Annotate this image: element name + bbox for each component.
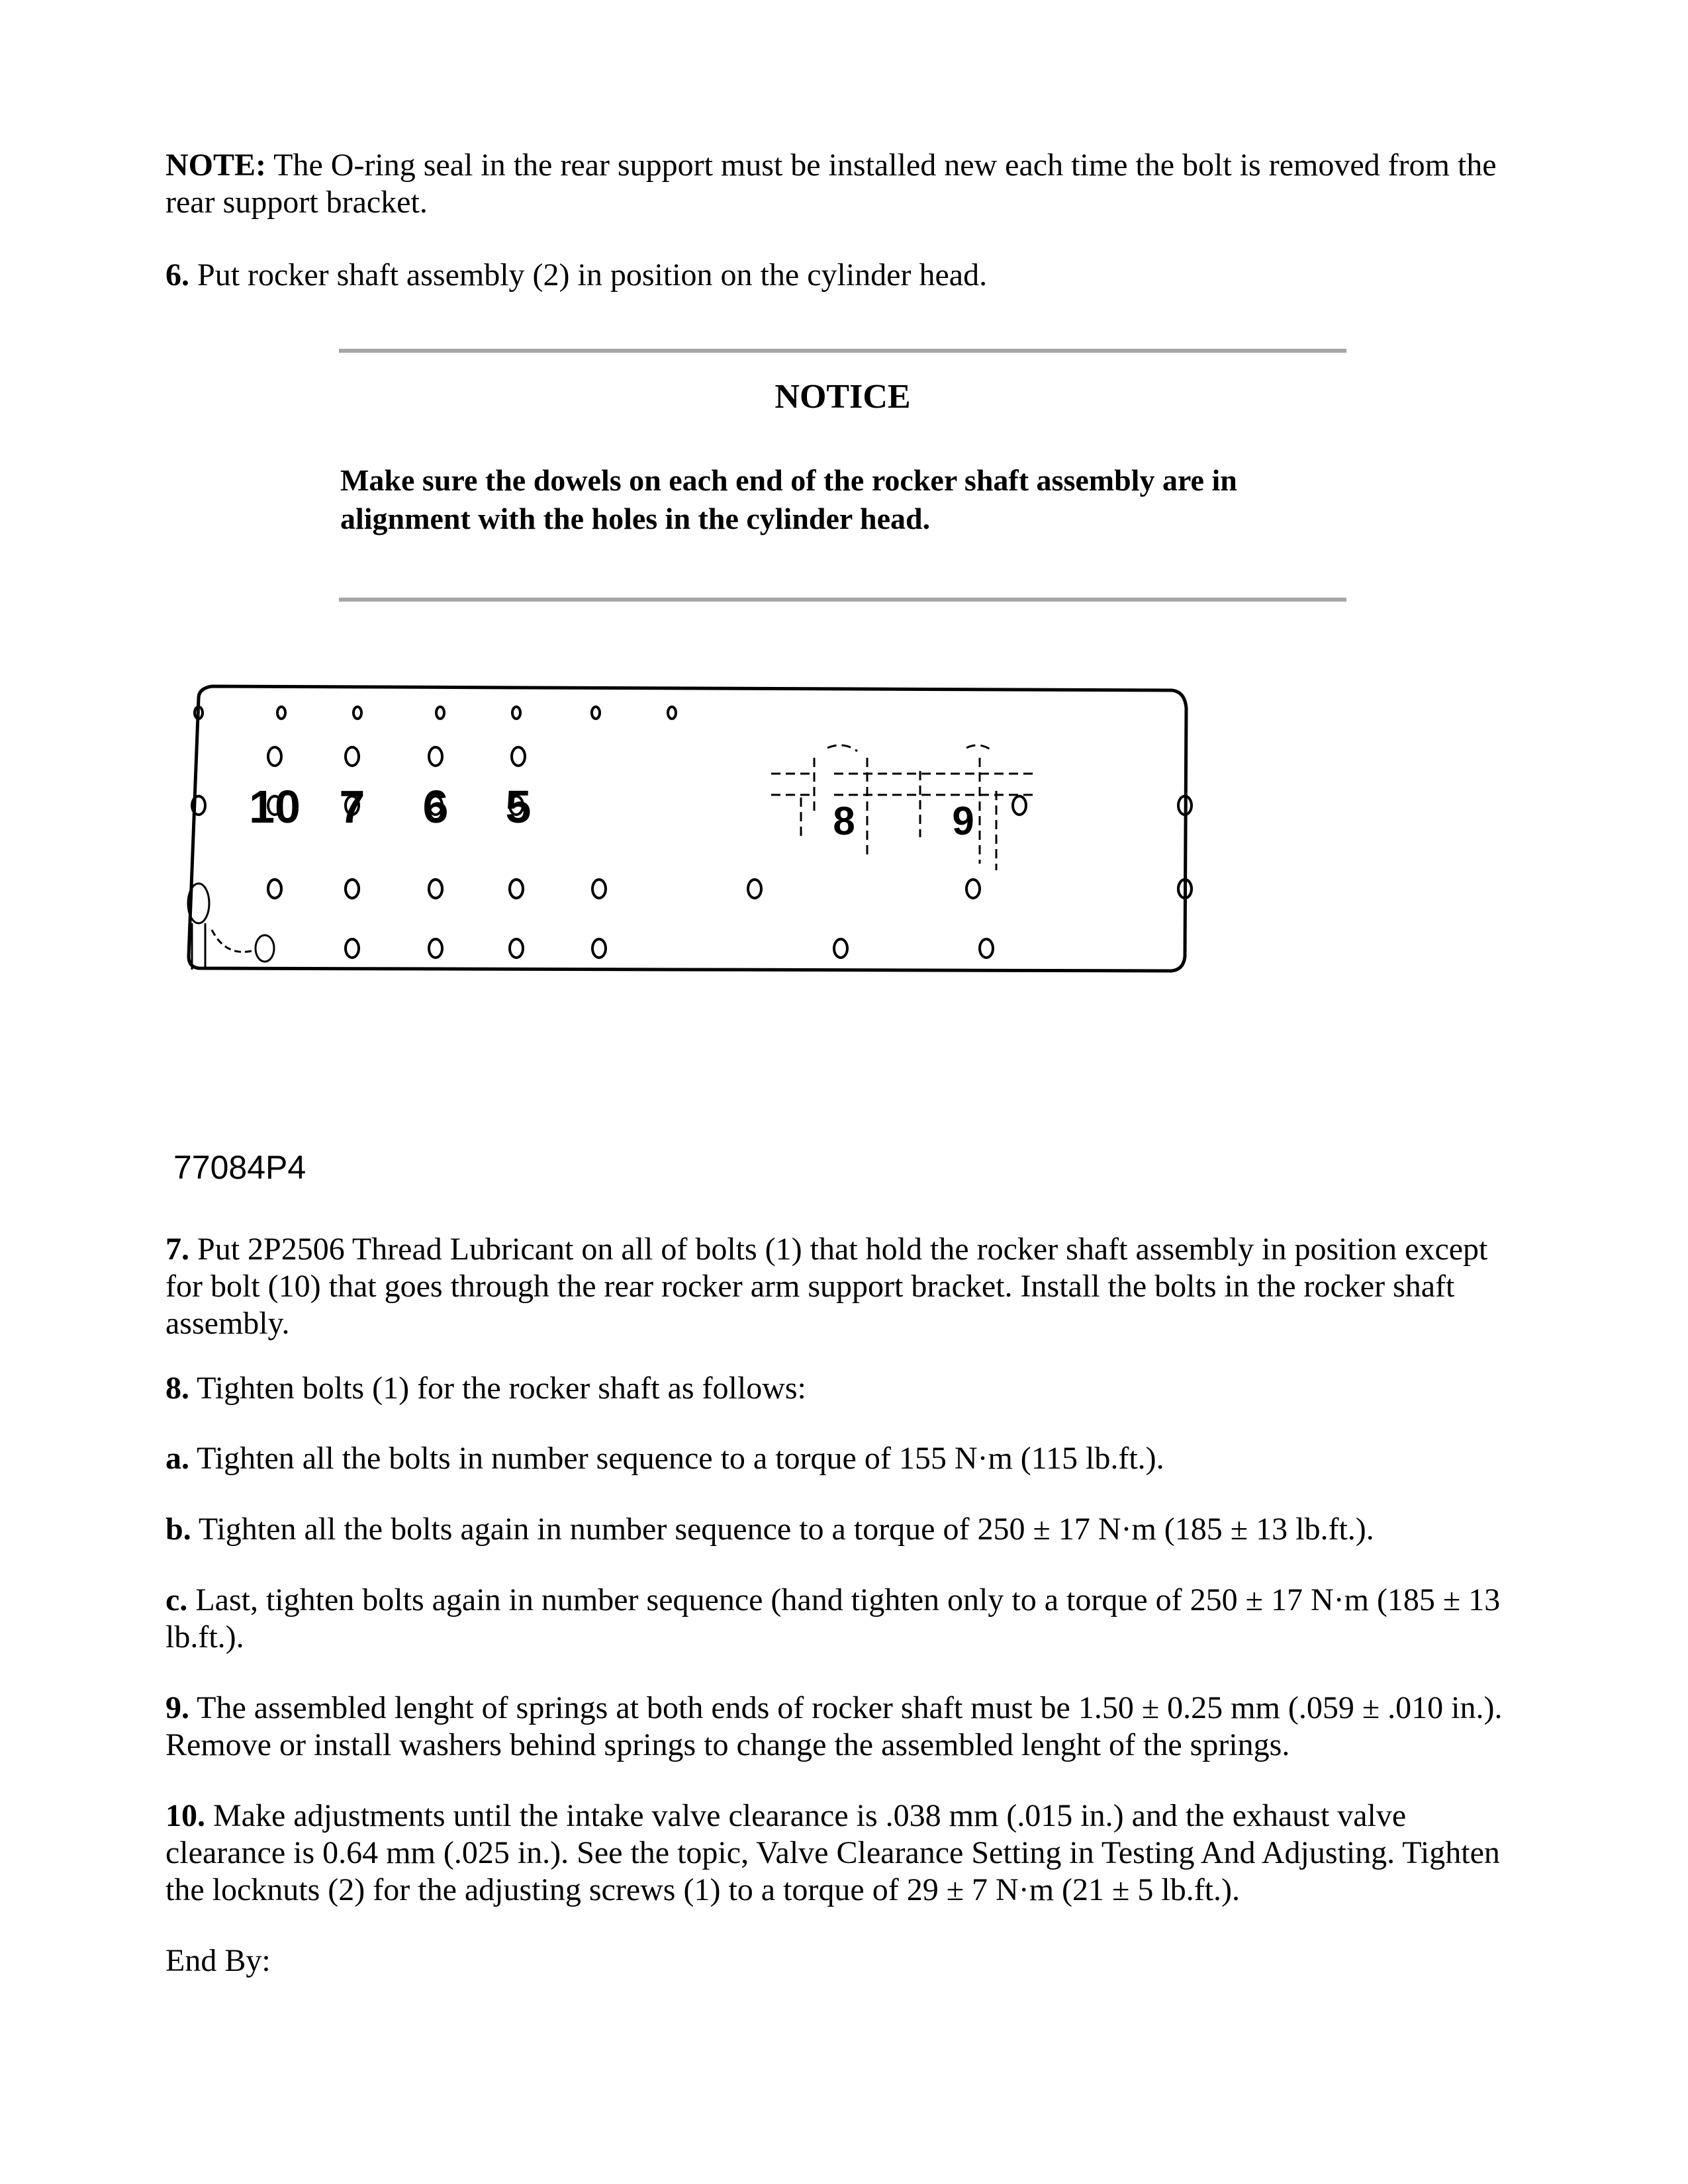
bolt-hole	[512, 747, 525, 766]
substep-a	[165, 1440, 1523, 1477]
substep-b	[165, 1511, 1523, 1548]
bolt-hole	[268, 747, 281, 766]
substep-text: Tighten all the bolts in number sequence to a torque of 155 N·m (115 lb.ft.).	[189, 1441, 1164, 1476]
notice-bottom-rule	[339, 598, 1346, 602]
bolt-hole	[512, 707, 520, 719]
note-paragraph	[165, 147, 1523, 221]
bolt-hole	[436, 707, 444, 719]
bolt-number-6: 6	[422, 781, 449, 833]
bolt-hole	[268, 880, 281, 898]
bolt-hole	[346, 939, 359, 958]
bolt-hole	[592, 939, 606, 958]
note-label: NOTE:	[165, 148, 267, 183]
substep-text: Tighten all the bolts again in number sequence to a torque of 250 ± 17 N·m (185 ± 13 lb.ft.).	[191, 1512, 1374, 1547]
step-number: 8.	[165, 1371, 189, 1406]
step-text: Put 2P2506 Thread Lubricant on all of bolts (1) that hold the rocker shaft assembly in position except for bolt (10) that goes through the rear rocker arm support bracket. Install the bolts in the rocker shaft assembly.	[165, 1232, 1488, 1341]
bolt-hole	[966, 880, 980, 898]
bolt-hole	[834, 939, 847, 958]
step-number: 10.	[165, 1798, 205, 1833]
substep-letter: c.	[165, 1582, 188, 1617]
rocker-support-outline	[771, 745, 1033, 870]
bolt-number-7: 7	[339, 781, 365, 833]
bolt-number-10: 10	[249, 781, 301, 833]
substep-letter: a.	[165, 1441, 189, 1476]
notice-top-rule	[339, 349, 1346, 353]
step-text: The assembled lenght of springs at both ends of rocker shaft must be 1.50 ± 0.25 mm (.059 ± .010 in.). Remove or install washers behind springs to change the assembled lenght of the springs.	[165, 1690, 1503, 1762]
notice-body: Make sure the dowels on each end of the rocker shaft assembly are in alignment with the holes in the cylinder head.	[340, 463, 1237, 535]
end-by-label: End By:	[165, 1943, 271, 1978]
note-text: The O-ring seal in the rear support must be installed new each time the bolt is removed from the rear support bracket.	[165, 148, 1497, 220]
substep-c	[165, 1582, 1523, 1656]
notice-title: NOTICE	[774, 378, 911, 416]
substep-letter: b.	[165, 1512, 191, 1547]
step-8	[165, 1370, 1523, 1407]
bolt-hole	[668, 707, 676, 719]
bolt-hole	[592, 707, 600, 719]
bolt-hole	[277, 707, 285, 719]
step-10	[165, 1797, 1523, 1909]
bolt-hole	[353, 707, 361, 719]
bolt-hole	[429, 747, 442, 766]
bolt-number-9: 9	[952, 799, 974, 843]
cylinder-head-outline	[189, 686, 1186, 971]
rear-support-bracket	[188, 884, 274, 970]
step-7	[165, 1231, 1523, 1342]
bolt-hole	[346, 747, 359, 766]
bolt-number-8: 8	[833, 799, 855, 843]
bolt-hole	[510, 939, 523, 958]
bolt-hole	[592, 880, 606, 898]
bolt-hole	[748, 880, 761, 898]
step-text: Tighten bolts (1) for the rocker shaft as follows:	[189, 1371, 806, 1406]
bolt-hole	[1013, 796, 1026, 815]
figure-label: 77084P4	[173, 1149, 306, 1186]
bolt-hole	[346, 880, 359, 898]
step-number: 7.	[165, 1232, 189, 1267]
bolt-hole	[980, 939, 993, 958]
step-text: Put rocker shaft assembly (2) in position on the cylinder head.	[189, 257, 988, 293]
substep-text: Last, tighten bolts again in number sequence (hand tighten only to a torque of 250 ± 17 N·m (185 ± 13 lb.ft.).	[165, 1582, 1501, 1655]
bolt-number-5: 5	[505, 781, 532, 833]
cylinder-head-diagram	[179, 678, 1198, 983]
step-text: Make adjustments until the intake valve clearance is .038 mm (.015 in.) and the exhaust valve clearance is 0.64 mm (.025 in.). See the topic, Valve Clearance Setting in Testing And Adjusting. Tighten the locknuts (2) for the adjusting screws (1) to a torque of 29 ± 7 N·m (21 ± 5 lb.ft.).	[165, 1798, 1500, 1907]
bolt-hole	[429, 939, 442, 958]
step-6	[165, 257, 1523, 294]
step-9	[165, 1690, 1523, 1764]
step-number: 9.	[165, 1690, 189, 1725]
step-number: 6.	[165, 257, 189, 293]
bolt-hole	[429, 880, 442, 898]
bolt-hole	[510, 880, 523, 898]
